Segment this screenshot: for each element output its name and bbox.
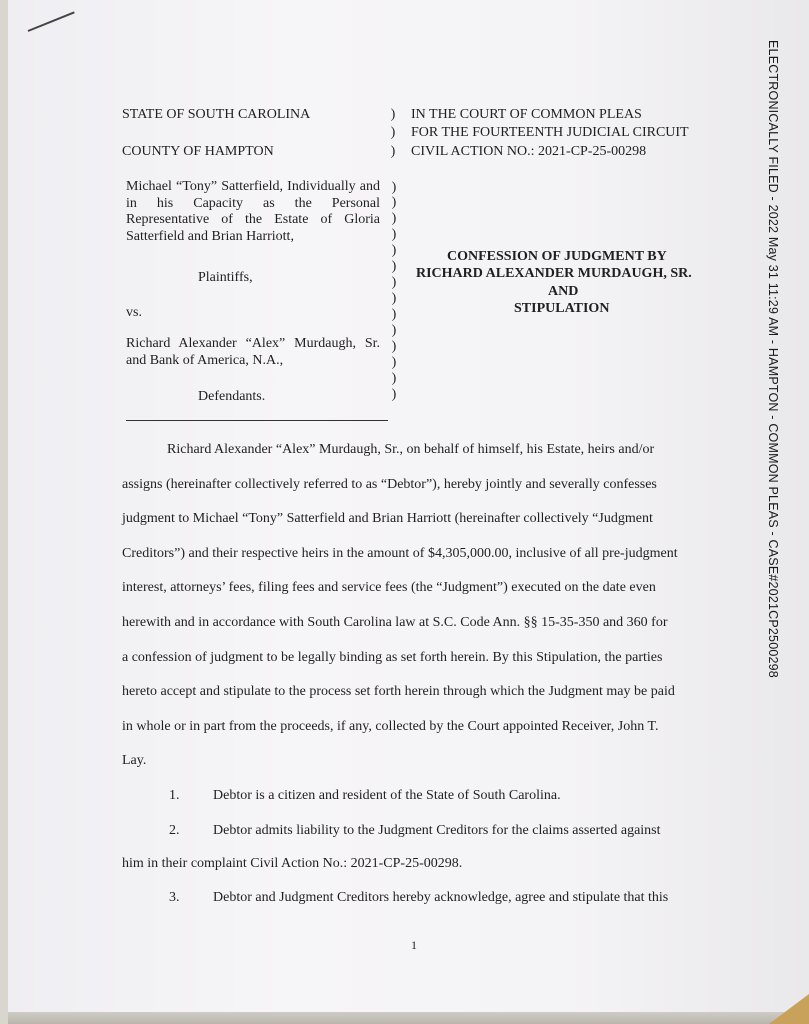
body-line: interest, attorneys’ fees, filing fees and service fees (the “Judgment”) executed on the date even	[122, 580, 656, 595]
court-name: IN THE COURT OF COMMON PLEAS	[411, 107, 642, 122]
body-line: Richard Alexander “Alex” Murdaugh, Sr., on behalf of himself, his Estate, heirs and/or	[167, 442, 655, 457]
item-text: Debtor admits liability to the Judgment Creditors for the claims asserted against	[213, 823, 661, 838]
caption-paren: )	[390, 107, 396, 122]
body-line: hereto accept and stipulate to the process set forth herein through which the Judgment may be paid	[122, 684, 675, 699]
caption-paren: )	[391, 243, 397, 258]
body-line: a confession of judgment to be legally binding as set forth herein. By this Stipulation, the parties	[122, 650, 663, 665]
body-line: judgment to Michael “Tony” Satterfield and Brian Harriott (hereinafter collectively “Judgment	[122, 511, 653, 526]
document-title-line-2: RICHARD ALEXANDER MURDAUGH, SR.	[416, 266, 692, 281]
caption-paren: )	[391, 275, 397, 290]
plaintiffs-label: Plaintiffs,	[198, 270, 253, 285]
item-text: Debtor is a citizen and resident of the State of South Carolina.	[213, 788, 561, 803]
caption-paren: )	[391, 180, 397, 195]
item-number: 2.	[169, 823, 180, 838]
caption-paren: )	[391, 211, 397, 226]
body-line: herewith and in accordance with South Carolina law at S.C. Code Ann. §§ 15-35-350 and 360 for	[122, 615, 668, 630]
pen-mark	[28, 11, 75, 32]
caption-paren: )	[391, 323, 397, 338]
caption-paren: )	[391, 371, 397, 386]
civil-action-number: CIVIL ACTION NO.: 2021-CP-25-00298	[411, 144, 647, 159]
document-title-line-4: STIPULATION	[514, 301, 610, 316]
document-title-line-3: AND	[548, 284, 579, 299]
caption-paren: )	[391, 227, 397, 242]
caption-county: COUNTY OF HAMPTON	[122, 144, 274, 159]
defendants-label: Defendants.	[198, 389, 266, 404]
caption-state: STATE OF SOUTH CAROLINA	[122, 107, 311, 122]
document-title-line-1: CONFESSION OF JUDGMENT BY	[447, 249, 667, 264]
body-line: in whole or in part from the proceeds, if any, collected by the Court appointed Receiver, John T.	[122, 719, 659, 734]
caption-paren: )	[391, 291, 397, 306]
page-corner	[769, 994, 809, 1024]
plaintiffs-names: Michael “Tony” Satterfield, Individually and in his Capacity as the Personal Representative of the Estate of Gloria Satterfield and Brian Harriott,	[126, 179, 380, 244]
versus: vs.	[126, 305, 142, 320]
caption-paren: )	[391, 307, 397, 322]
document-page	[8, 0, 809, 1024]
court-circuit: FOR THE FOURTEENTH JUDICIAL CIRCUIT	[411, 125, 689, 140]
page-edge	[8, 1012, 809, 1024]
caption-paren: )	[391, 259, 397, 274]
item-number: 3.	[169, 890, 180, 905]
item-text: him in their complaint Civil Action No.: 2021-CP-25-00298.	[122, 856, 463, 871]
page-number: 1	[411, 938, 417, 952]
item-text: Debtor and Judgment Creditors hereby acknowledge, agree and stipulate that this	[213, 890, 669, 905]
caption-paren: )	[391, 339, 397, 354]
defendants-names: Richard Alexander “Alex” Murdaugh, Sr. and Bank of America, N.A.,	[126, 336, 380, 368]
body-line: assigns (hereinafter collectively referred to as “Debtor”), hereby jointly and severally confesses	[122, 477, 657, 492]
caption-paren: )	[390, 144, 396, 159]
caption-paren: )	[391, 195, 397, 210]
item-number: 1.	[169, 788, 180, 803]
body-line: Creditors”) and their respective heirs in the amount of $4,305,000.00, inclusive of all pre-judgment	[122, 546, 678, 561]
caption-paren: )	[391, 355, 397, 370]
caption-paren: )	[391, 387, 397, 402]
body-line: Lay.	[122, 753, 147, 768]
caption-paren: )	[390, 125, 396, 140]
caption-divider	[126, 420, 388, 421]
electronic-filing-stamp: ELECTRONICALLY FILED - 2022 May 31 11:29 AM - HAMPTON - COMMON PLEAS - CASE#2021CP2500298	[766, 40, 780, 678]
